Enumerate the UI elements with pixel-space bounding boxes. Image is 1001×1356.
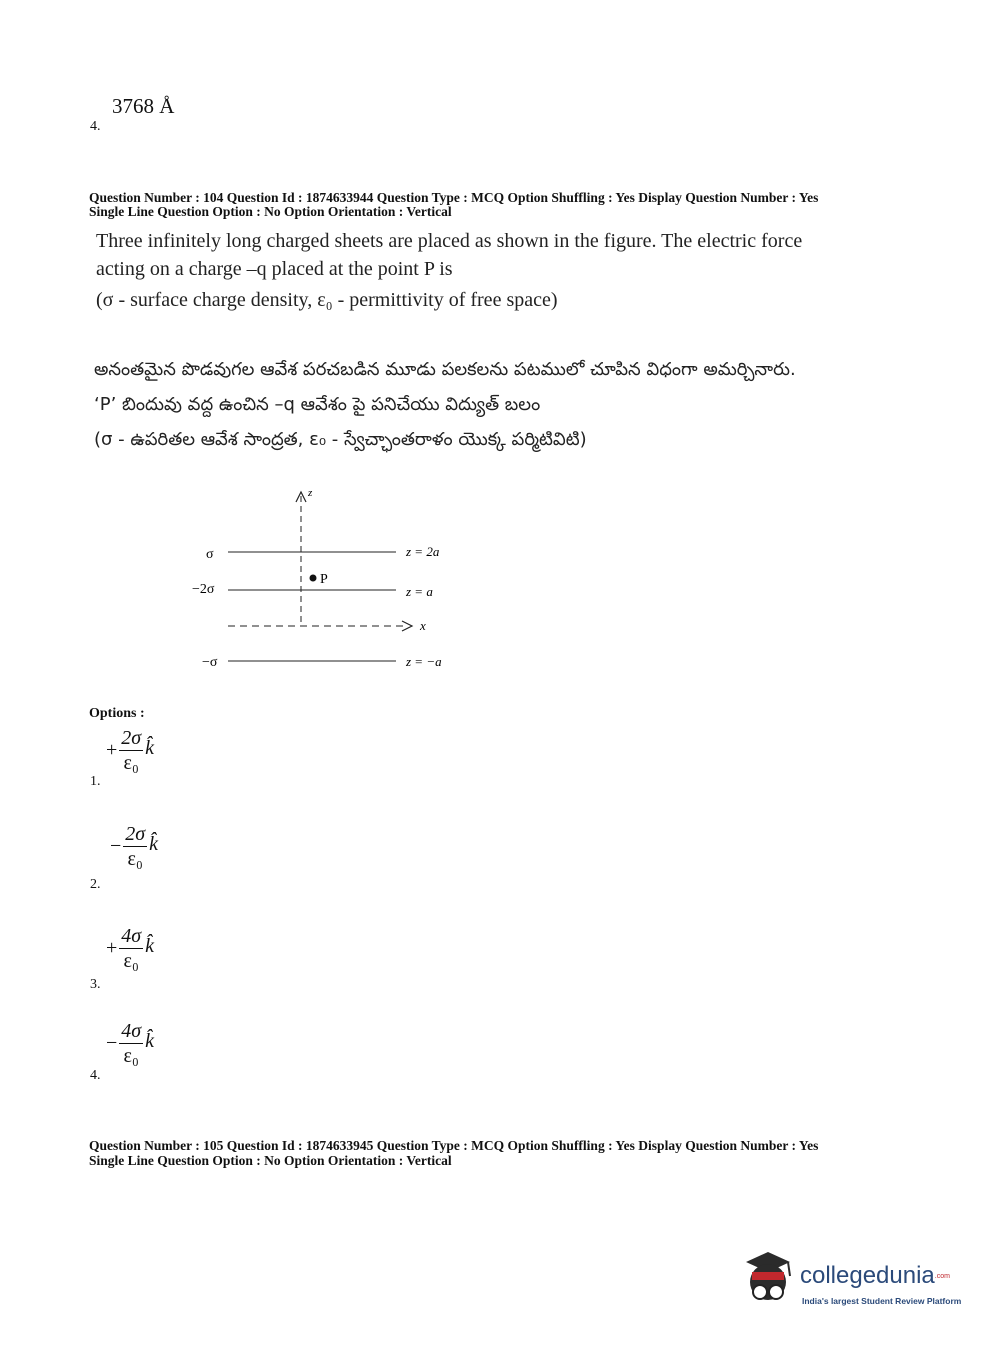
option-numerator: 4σ xyxy=(121,1020,142,1042)
collegedunia-mascot-icon xyxy=(740,1248,800,1310)
option-4[interactable] xyxy=(106,1019,154,1068)
q104-meta-line2: Single Line Question Option : No Option Orientation : Vertical xyxy=(89,204,452,219)
logo-name: collegedunia xyxy=(800,1262,935,1289)
logo-wordmark xyxy=(800,1262,950,1290)
option-denominator: ε₀ xyxy=(127,848,143,870)
sheet-top-charge: σ xyxy=(206,547,214,562)
option-sign: − xyxy=(110,835,122,857)
question-line: Three infinitely long charged sheets are placed as shown in the figure. The electric force xyxy=(96,230,803,252)
unit-vector-k: k̂ xyxy=(149,833,159,855)
previous-option-number: 4. xyxy=(90,119,101,134)
sheet-bottom-position: z = −a xyxy=(406,654,442,669)
unit-vector-k: k̂ xyxy=(145,1030,155,1052)
charged-sheets-figure xyxy=(180,480,480,680)
q105-meta-line1: Question Number : 105 Question Id : 1874633945 Question Type : MCQ Option Shuffling : Yes Display Question Number : Yes xyxy=(89,1138,819,1153)
question-text-telugu xyxy=(94,352,796,457)
option-denominator: ε₀ xyxy=(123,752,139,774)
unit-vector-k: k̂ xyxy=(145,737,155,759)
option-sign: + xyxy=(106,739,118,761)
option-denominator: ε₀ xyxy=(123,950,139,972)
sheet-middle-charge: −2σ xyxy=(192,582,215,597)
q105-meta-line2: Single Line Question Option : No Option Orientation : Vertical xyxy=(89,1153,452,1168)
question-line: అనంతమైన పొడవుగల ఆవేశ పరచబడిన మూడు పలకలను పటములో చూపిన విధంగా అమర్చినారు. xyxy=(94,359,796,380)
option-numerator: 4σ xyxy=(121,925,142,947)
point-p-label: P xyxy=(320,572,328,587)
sheet-top-position: z = 2a xyxy=(406,544,440,559)
option-sign: − xyxy=(106,1032,118,1054)
option-1[interactable] xyxy=(106,726,154,775)
logo-tagline: India's largest Student Review Platform xyxy=(802,1296,962,1306)
option-3-number: 3. xyxy=(90,977,101,992)
sheet-middle-position: z = a xyxy=(406,584,433,599)
previous-option-value: 3768 Å xyxy=(112,94,175,118)
sheet-bottom-charge: −σ xyxy=(202,655,218,670)
option-denominator: ε₀ xyxy=(123,1045,139,1067)
q104-meta-line1: Question Number : 104 Question Id : 1874633944 Question Type : MCQ Option Shuffling : Yes Display Question Number : Yes xyxy=(89,190,819,205)
question-text-english xyxy=(96,227,802,314)
x-axis-label: x xyxy=(420,618,426,633)
question-line: (σ - ఉపరితల ఆవేశ సాంద్రత, ε₀ - స్వేచ్ఛాంతరాళం యొక్క పర్మిటివిటి) xyxy=(94,429,587,450)
option-numerator: 2σ xyxy=(125,823,146,845)
question-line: (σ - surface charge density, ε₀ - permittivity of free space) xyxy=(96,289,558,311)
option-2-number: 2. xyxy=(90,877,101,892)
question-line: ‘P’ బిందువు వద్ద ఉంచిన –q ఆవేశం పై పనిచేయు విద్యుత్ బలం xyxy=(94,394,541,415)
x-axis-arrow xyxy=(402,621,412,631)
question-line: acting on a charge –q placed at the point P is xyxy=(96,258,453,280)
logo-suffix: .com xyxy=(934,1273,950,1281)
option-4-number: 4. xyxy=(90,1068,101,1083)
option-sign: + xyxy=(106,937,118,959)
unit-vector-k: k̂ xyxy=(145,935,155,957)
option-2[interactable] xyxy=(110,822,158,871)
option-1-number: 1. xyxy=(90,774,101,789)
z-axis-label: z xyxy=(308,487,313,499)
option-numerator: 2σ xyxy=(121,727,142,749)
point-p xyxy=(310,575,317,582)
options-title: Options : xyxy=(89,706,145,721)
option-3[interactable] xyxy=(106,924,154,973)
